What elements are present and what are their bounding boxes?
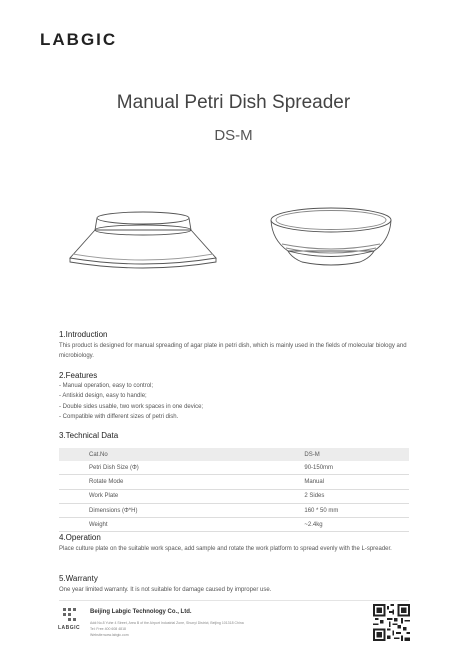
table-cell: Weight [59, 518, 304, 532]
warranty-text: One year limited warranty. It is not suitable for damage caused by improper use. [59, 587, 272, 593]
table-row [59, 503, 409, 517]
table-header-row [59, 448, 409, 461]
col-header: DS-M [304, 448, 409, 461]
feature-item: - Antiskid design, easy to handle; [59, 393, 147, 400]
company-address: Add:No.8 Yuhe 4 Street, Area B of the Airport Industrial Zone, Shunyi District, Beijing 101318 China [90, 621, 244, 625]
page-title: Manual Petri Dish Spreader [116, 92, 351, 113]
tech-data-table [59, 448, 409, 532]
table-row [59, 461, 409, 475]
model-number: DS-M [214, 127, 253, 144]
operation-text: Place culture plate on the suitable work space, add sample and rotate the work platform to spread evenly with the L-spreader. [59, 546, 392, 552]
table-cell: 160 * 50 mm [304, 503, 409, 517]
features-heading: 2.Features [59, 371, 98, 380]
features-list [59, 381, 203, 422]
table-cell: 2 Sides [304, 489, 409, 503]
intro-text: This product is designed for manual spreading of agar plate in petri dish, which is mainly used in the fields of molecular biology and microbiology. [59, 343, 407, 359]
spreader-top-view [271, 208, 391, 265]
warranty-heading: 5.Warranty [59, 574, 98, 583]
tech-heading: 3.Technical Data [59, 431, 119, 440]
operation-heading: 4.Operation [59, 533, 101, 542]
labgic-logo: LABGIC [40, 30, 118, 49]
feature-item: - Manual operation, easy to control; [59, 383, 154, 389]
qr-code-icon [373, 604, 410, 641]
table-row [59, 489, 409, 503]
table-cell: Petri Dish Size (Φ) [59, 461, 304, 475]
table-cell: Work Plate [59, 489, 304, 503]
table-row [59, 518, 409, 532]
col-header: Cat.No [59, 448, 304, 461]
table-cell: Manual [304, 475, 409, 489]
table-cell: Rotate Mode [59, 475, 304, 489]
spreader-side-view [70, 212, 216, 268]
table-cell: Dimensions (Φ*H) [59, 503, 304, 517]
feature-item: - Double sides usable, two work spaces in one device; [59, 403, 204, 410]
table-cell: 90-150mm [304, 461, 409, 475]
company-tel: Tel: Free 400 608 4818 [90, 627, 126, 631]
table-row [59, 475, 409, 489]
intro-heading: 1.Introduction [59, 330, 108, 339]
product-illustration [50, 200, 430, 290]
feature-item: - Compatible with different sizes of petri dish. [59, 413, 179, 420]
company-name: Beijing Labgic Technology Co., Ltd. [90, 609, 192, 615]
footer-logo: LABGIC [58, 625, 81, 631]
table-cell: ~2.4kg [304, 518, 409, 532]
company-contact [90, 620, 310, 638]
footer-divider [59, 600, 409, 601]
labgic-mark-icon [62, 607, 78, 621]
company-website: Website:www.labgic.com [90, 633, 129, 637]
